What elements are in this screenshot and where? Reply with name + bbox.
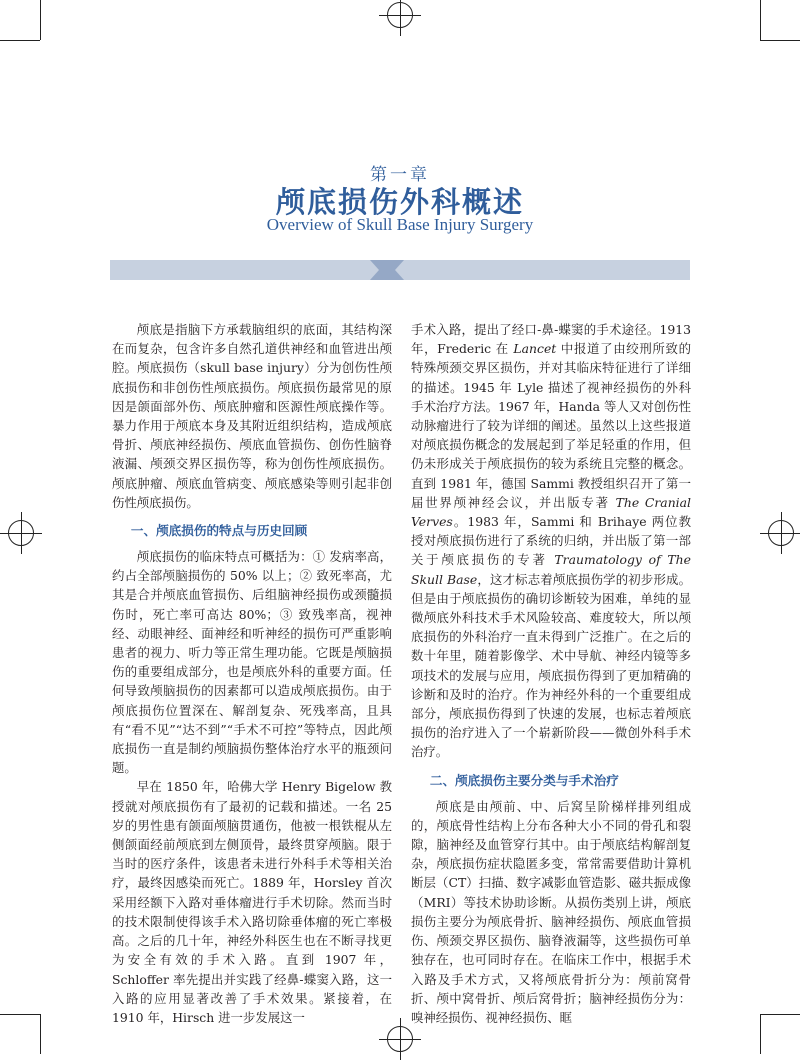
book-title-traumatology: Traumatology of The Skull Base <box>411 552 691 587</box>
registration-mark-top <box>387 2 413 28</box>
history-paragraph: 手术入路，提出了经口-鼻-蝶窦的手术途径。1913 年，Frederic 在 Lancet 中报道了由绞刑所致的特殊颅颈交界区损伤，并对其临床特征进行了详细的描述。1945 年 Lyle 描述了视神经损伤的外科手术治疗方法。1967 年，Handa 等人又对创伤性动脉瘤进行了较为详细的阐述。虽然以上这些报道对颅底损伤概念的发展起到了举足轻重的作用，但仍未形成关于颅底损伤的较为系统且完整的概念。直到 1981 年，德国 Sammi 教授组织召开了第一届世界颅神经会议，并出版专著 The Cranial Verves。1983 年，Sammi 和 Brihaye 两位教授对颅底损伤进行了系统的归纳，并出版了第一部关于颅底损伤的专著 Traumatology of The Skull Base，这才标志着颅底损伤学的初步形成。但是由于颅底损伤的确切诊断较为困难，单纯的显微颅底外科技术手术风险较高、难度较大，所以颅底损伤的外科治疗一直未得到广泛推广。在之后的数十年里，随着影像学、术中导航、神经内镜等多项技术的发展与应用，颅底损伤得到了更加精确的诊断和及时的治疗。作为神经外科的一个重要组成部分，颅底损伤得到了快速的发展，也标志着颅底损伤的治疗进入了一个崭新阶段——微创外科手术治疗。 <box>411 322 692 760</box>
crop-mark-top-right-v <box>760 0 761 40</box>
right-column <box>411 320 691 1027</box>
section2-paragraph-1: 颅底是由颅前、中、后窝呈阶梯样排列组成的，颅底骨性结构上分布各种大小不同的骨孔和裂隙，脑神经及血管穿行其中。由于颅底结构解剖复杂，颅底损伤症状隐匿多变，常常需要借助计算机断层（CT）扫描、数字减影血管造影、磁共振成像（MRI）等技术协助诊断。从损伤类别上讲，颅底损伤主要分为颅底骨折、脑神经损伤、颅底血管损伤、颅颈交界区损伤、脑脊液漏等，这些损伤可单独存在，也可同时存在。在临床工作中，根据手术入路及手术方式，又将颅底骨折分为：颅前窝骨折、颅中窝骨折、颅后窝骨折；脑神经损伤分为：嗅神经损伤、视神经损伤、眶 <box>411 798 691 1025</box>
decorative-band-mark <box>370 260 404 280</box>
journal-lancet: Lancet <box>513 341 557 357</box>
section-heading-1: 一、颅底损伤的特点与历史回顾 <box>130 523 308 539</box>
registration-mark-left <box>8 520 34 546</box>
crop-mark-bottom-right-v <box>760 1014 761 1054</box>
chapter-label: 第一章 <box>370 165 430 185</box>
crop-mark-bottom-left-v <box>40 1014 41 1054</box>
left-column <box>112 320 392 1027</box>
crop-mark-bottom-left-h <box>0 1014 40 1015</box>
crop-mark-bottom-right-h <box>760 1014 800 1015</box>
section-heading-2: 二、颅底损伤主要分类与手术治疗 <box>429 772 619 788</box>
intro-paragraph: 颅底是指脑下方承载脑组织的底面，其结构深在而复杂，包含许多自然孔道供神经和血管进出颅腔。颅底损伤（skull base injury）分为创伤性颅底损伤和非创伤性颅底损伤。颅底损伤最常见的原因是颌面部外伤、颅底肿瘤和医源性颅底操作等。暴力作用于颅底本身及其附近组织结构，造成颅底骨折、颅底神经损伤、颅底血管损伤、创伤性脑脊液漏、颅颈交界区损伤等，称为创伤性颅底损伤。颅底肿瘤、颅底血管病变、颅底感染等则引起非创伤性颅底损伤。 <box>112 322 392 510</box>
section1-paragraph-1: 颅底损伤的临床特点可概括为：① 发病率高，约占全部颅脑损伤的 50% 以上；② 致死率高，尤其是合并颅底血管损伤、后组脑神经损伤或颈髓损伤时，死亡率可高达 80%；③ 致残率高，视神经、动眼神经、面神经和听神经的损伤可严重影响患者的视力、听力等正常生理功能。它既是颅脑损伤的重要组成部分，也是颅底外科的重要方面。任何导致颅脑损伤的因素都可以造成颅底损伤。由于颅底损伤位置深在、解剖复杂、死残率高，且具有“看不见”“达不到”“手术不可控”等特点，因此颅底损伤一直是制约颅脑损伤整体治疗水平的瓶颈问题。 <box>112 549 392 776</box>
crop-mark-top-left-h <box>0 40 40 41</box>
chapter-subtitle: Overview of Skull Base Injury Surgery <box>266 215 534 234</box>
crop-mark-top-right-h <box>760 40 800 41</box>
registration-mark-right <box>768 520 794 546</box>
section1-paragraph-2: 早在 1850 年，哈佛大学 Henry Bigelow 教授就对颅底损伤有了最初的记载和描述。一名 25 岁的男性患有颌面颅脑贯通伤，他被一根铁棍从左侧颌面经前颅底到左侧顶骨，最终贯穿颅脑。限于当时的医疗条件，该患者未进行外科手术等相关治疗，最终因感染而死亡。1889 年，Horsley 首次采用经额下入路对垂体瘤进行手术切除。然而当时的技术限制使得该手术入路切除垂体瘤的死亡率极高。之后的几十年，神经外科医生也在不断寻找更为安全有效的手术入路。直到 1907 年，Schloffer 率先提出并实践了经鼻-蝶窦入路，这一入路的应用显著改善了手术效果。紧接着，在 1910 年，Hirsch 进一步发展这一 <box>112 779 392 1025</box>
chapter-title: 颅底损伤外科概述 <box>275 185 524 219</box>
crop-mark-top-left-v <box>40 0 41 40</box>
book-title-cranial-verves: The Cranial Verves <box>411 494 691 530</box>
registration-mark-bottom <box>387 1026 413 1052</box>
